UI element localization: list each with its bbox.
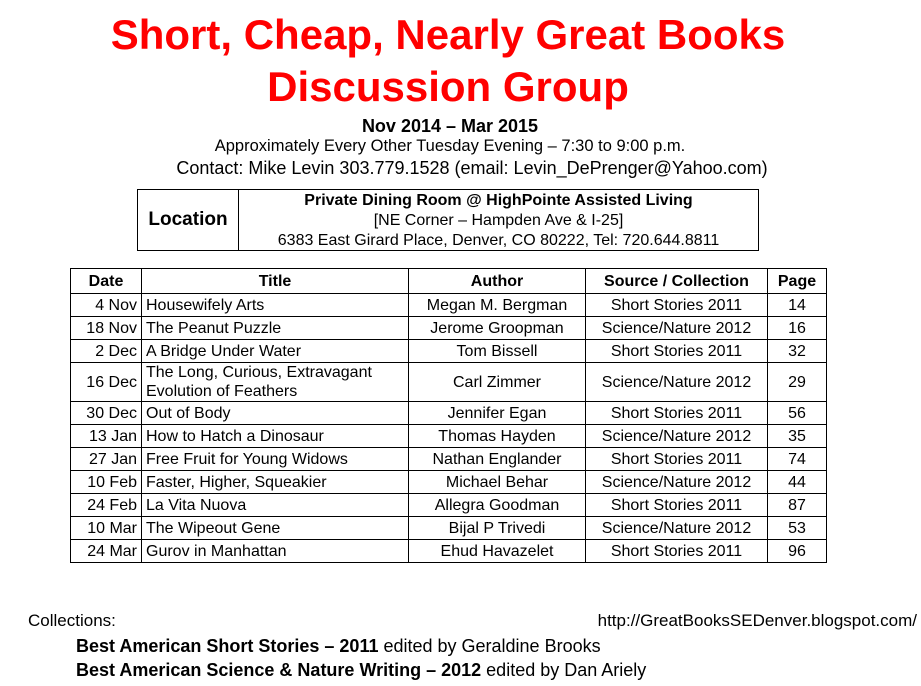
table-header-row [71, 269, 827, 294]
cell-page: 96 [768, 540, 827, 563]
cell-date: 27 Jan [71, 448, 142, 471]
cell-source: Science/Nature 2012 [586, 317, 768, 340]
cell-author: Bijal P Trivedi [409, 517, 586, 540]
collections-label: Collections: [28, 611, 116, 630]
header-page: Page [768, 269, 827, 294]
header-author: Author [409, 269, 586, 294]
cell-page: 35 [768, 425, 827, 448]
cell-date: 30 Dec [71, 402, 142, 425]
cell-date: 2 Dec [71, 340, 142, 363]
table-row [71, 294, 827, 317]
cell-source: Science/Nature 2012 [586, 517, 768, 540]
cell-title: Faster, Higher, Squeakier [142, 471, 409, 494]
cell-source: Short Stories 2011 [586, 340, 768, 363]
cell-title: The Peanut Puzzle [142, 317, 409, 340]
page-title-line1: Short, Cheap, Nearly Great Books [110, 11, 786, 58]
table-row [71, 540, 827, 563]
cell-title: Gurov in Manhattan [142, 540, 409, 563]
location-label: Location [138, 190, 239, 250]
cell-author: Tom Bissell [409, 340, 586, 363]
cell-author: Allegra Goodman [409, 494, 586, 517]
cell-source: Science/Nature 2012 [586, 363, 768, 402]
table-row [71, 425, 827, 448]
cell-title: A Bridge Under Water [142, 340, 409, 363]
cell-author: Carl Zimmer [409, 363, 586, 402]
cell-page: 53 [768, 517, 827, 540]
season-dates: Nov 2014 – Mar 2015 [361, 116, 539, 136]
cell-title: Free Fruit for Young Widows [142, 448, 409, 471]
cell-title: The Long, Curious, Extravagant Evolution of Feathers [142, 363, 409, 402]
cell-title: La Vita Nuova [142, 494, 409, 517]
blog-url: http://GreatBooksSEDenver.blogspot.com/ [597, 611, 917, 630]
cell-source: Short Stories 2011 [586, 402, 768, 425]
location-corner: [NE Corner – Hampden Ave & I-25] [373, 212, 624, 229]
cell-title: Out of Body [142, 402, 409, 425]
cell-title: Housewifely Arts [142, 294, 409, 317]
header-date: Date [71, 269, 142, 294]
cell-page: 44 [768, 471, 827, 494]
cell-author: Thomas Hayden [409, 425, 586, 448]
cell-page: 56 [768, 402, 827, 425]
location-detail [239, 190, 758, 250]
page-title-line2: Discussion Group [267, 63, 629, 110]
collection-short-stories [76, 636, 601, 657]
meeting-schedule: Approximately Every Other Tuesday Evening – 7:30 to 9:00 p.m. [214, 137, 686, 155]
cell-author: Nathan Englander [409, 448, 586, 471]
header-title: Title [142, 269, 409, 294]
cell-title: The Wipeout Gene [142, 517, 409, 540]
cell-author: Jennifer Egan [409, 402, 586, 425]
cell-page: 14 [768, 294, 827, 317]
location-venue: Private Dining Room @ HighPointe Assisted Living [304, 192, 693, 209]
cell-page: 16 [768, 317, 827, 340]
cell-date: 18 Nov [71, 317, 142, 340]
table-row [71, 448, 827, 471]
collection-editor: edited by Geraldine Brooks [378, 636, 601, 656]
cell-source: Short Stories 2011 [586, 540, 768, 563]
cell-source: Short Stories 2011 [586, 448, 768, 471]
cell-source: Short Stories 2011 [586, 294, 768, 317]
collection-editor: edited by Dan Ariely [481, 660, 647, 680]
cell-date: 16 Dec [71, 363, 142, 402]
cell-page: 74 [768, 448, 827, 471]
cell-source: Science/Nature 2012 [586, 471, 768, 494]
table-row [71, 340, 827, 363]
table-row [71, 494, 827, 517]
table-row [71, 317, 827, 340]
table-row [71, 517, 827, 540]
table-row [71, 471, 827, 494]
cell-source: Science/Nature 2012 [586, 425, 768, 448]
cell-author: Jerome Groopman [409, 317, 586, 340]
header-source: Source / Collection [586, 269, 768, 294]
cell-author: Megan M. Bergman [409, 294, 586, 317]
location-address: 6383 East Girard Place, Denver, CO 80222, Tel: 720.644.8811 [277, 232, 720, 249]
cell-date: 4 Nov [71, 294, 142, 317]
table-row [71, 402, 827, 425]
table-body [71, 294, 827, 563]
cell-date: 24 Mar [71, 540, 142, 563]
contact-info: Contact: Mike Levin 303.779.1528 (email: Levin_DePrenger@Yahoo.com) [176, 158, 768, 178]
cell-date: 13 Jan [71, 425, 142, 448]
location-box [137, 189, 759, 251]
cell-date: 10 Feb [71, 471, 142, 494]
cell-title: How to Hatch a Dinosaur [142, 425, 409, 448]
collection-name: Best American Short Stories – 2011 [76, 636, 379, 656]
cell-date: 24 Feb [71, 494, 142, 517]
collection-name: Best American Science & Nature Writing – 2012 [76, 660, 482, 680]
cell-page: 32 [768, 340, 827, 363]
table-row [71, 363, 827, 402]
reading-schedule-table [70, 268, 827, 563]
collection-science-nature [76, 660, 646, 681]
cell-author: Michael Behar [409, 471, 586, 494]
cell-page: 29 [768, 363, 827, 402]
cell-source: Short Stories 2011 [586, 494, 768, 517]
cell-date: 10 Mar [71, 517, 142, 540]
cell-author: Ehud Havazelet [409, 540, 586, 563]
cell-page: 87 [768, 494, 827, 517]
